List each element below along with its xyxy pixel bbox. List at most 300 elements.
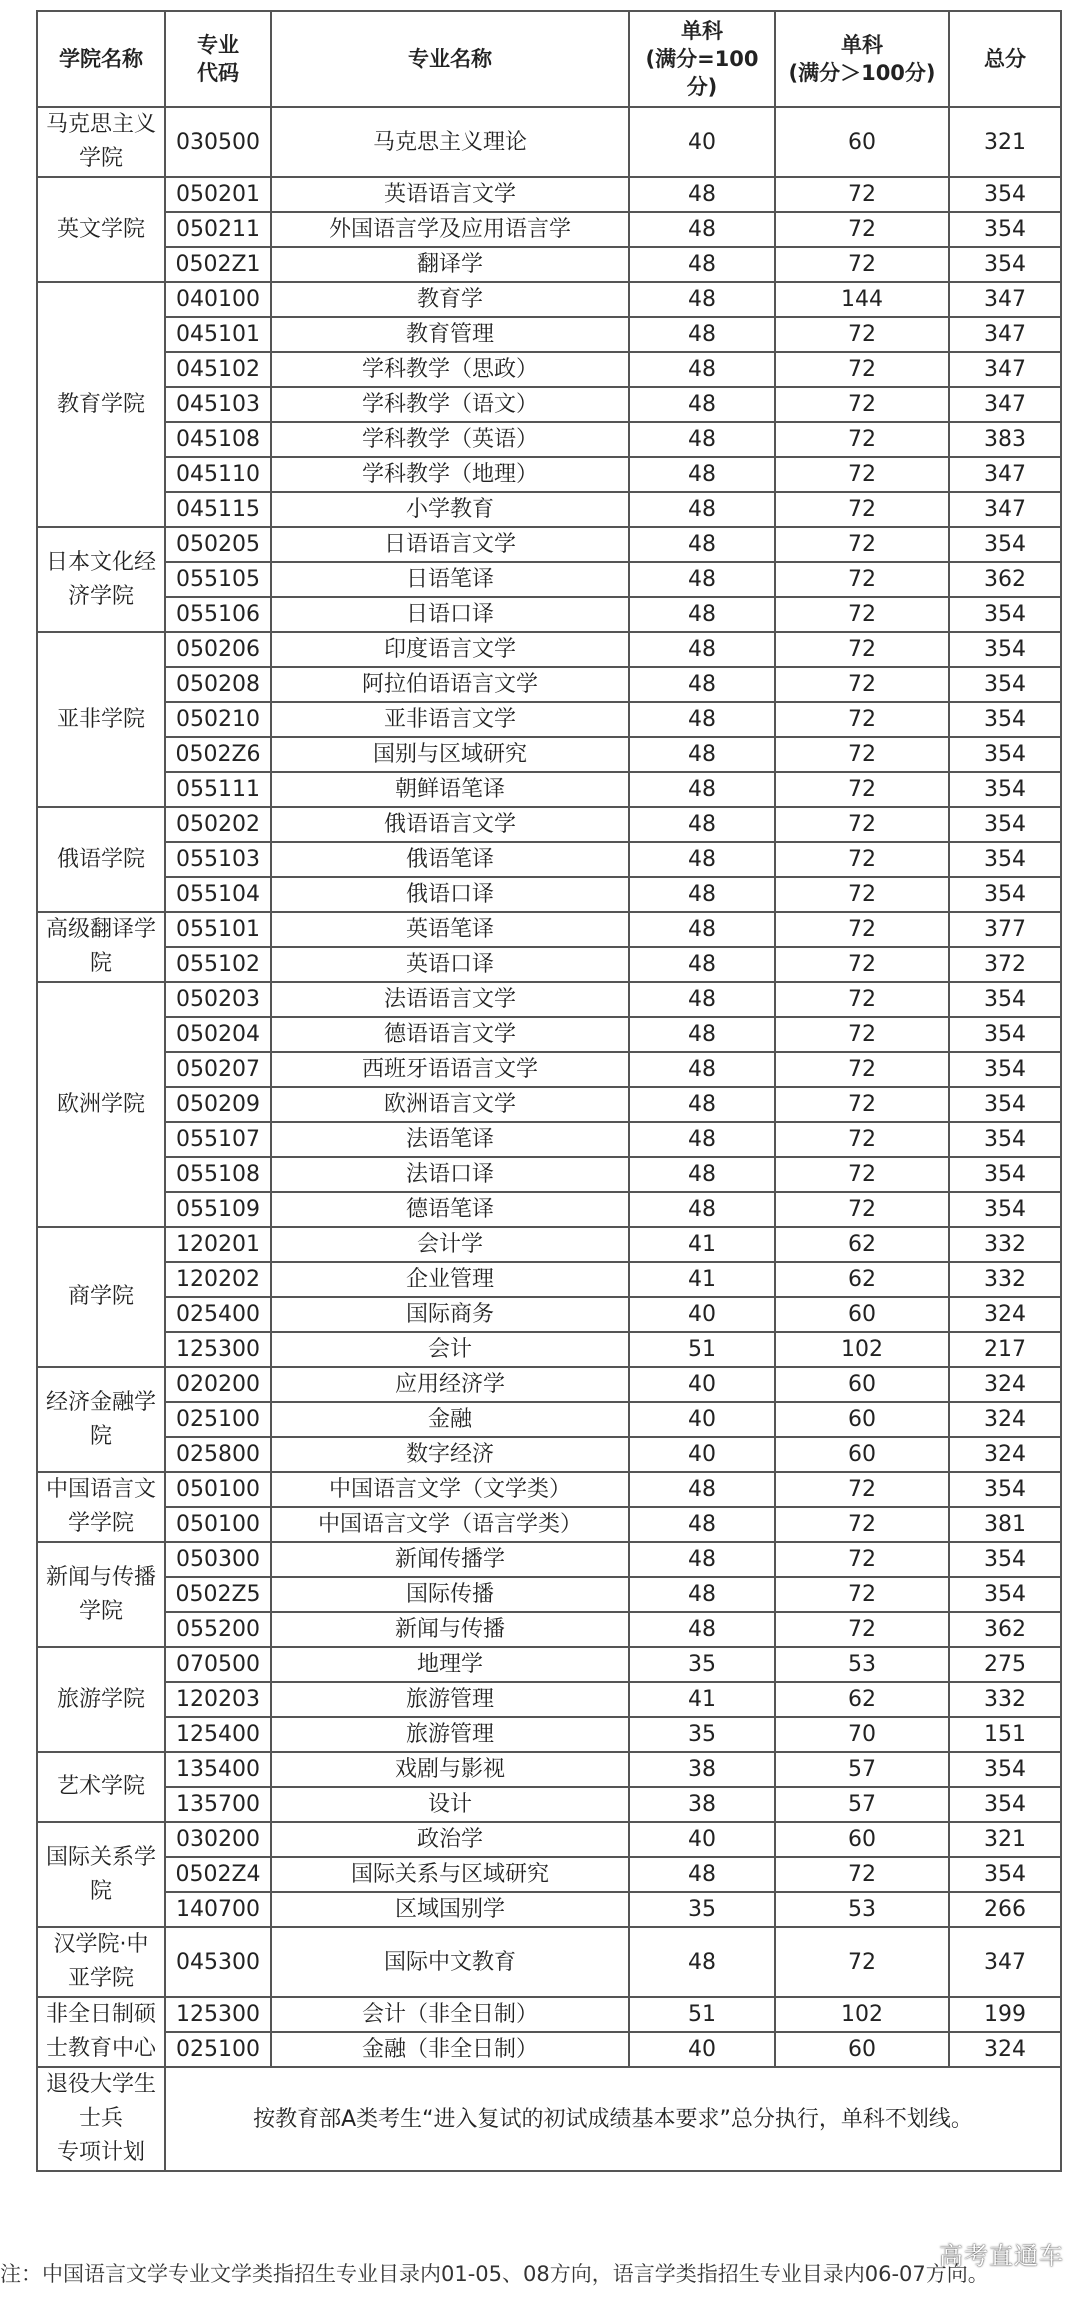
table-row — [37, 1647, 1061, 1682]
header-college: 学院名称 — [37, 11, 165, 107]
major-code-cell: 0502Z1 — [165, 247, 271, 282]
major-name-cell: 学科教学（思政） — [271, 352, 629, 387]
single-over-100-cell: 72 — [775, 912, 949, 947]
college-name-line: 英文学院 — [56, 216, 145, 242]
college-name-line: 日本文化经 — [45, 549, 156, 575]
single-100-cell: 38 — [629, 1752, 775, 1787]
table-row — [37, 1087, 1061, 1122]
single-over-100-cell: 72 — [775, 492, 949, 527]
table-row — [37, 947, 1061, 982]
table-row — [37, 807, 1061, 842]
major-code-cell: 125300 — [165, 1997, 271, 2032]
major-name-cell: 英语语言文学 — [271, 177, 629, 212]
single-100-cell: 48 — [629, 1052, 775, 1087]
major-name-cell: 西班牙语语言文学 — [271, 1052, 629, 1087]
major-name-cell: 教育管理 — [271, 317, 629, 352]
header-single-over-100-line1: 单科 — [841, 33, 883, 57]
special-plan-label — [37, 2067, 165, 2171]
single-over-100-cell: 72 — [775, 1087, 949, 1122]
single-100-cell: 48 — [629, 492, 775, 527]
total-score-cell: 332 — [949, 1262, 1061, 1297]
single-100-cell: 41 — [629, 1227, 775, 1262]
major-code-cell: 050207 — [165, 1052, 271, 1087]
single-over-100-cell: 57 — [775, 1752, 949, 1787]
total-score-cell: 347 — [949, 387, 1061, 422]
table-row — [37, 632, 1061, 667]
major-code-cell: 135400 — [165, 1752, 271, 1787]
major-code-cell: 025400 — [165, 1297, 271, 1332]
single-over-100-cell: 57 — [775, 1787, 949, 1822]
table-row — [37, 1682, 1061, 1717]
college-name-line: 中国语言文 — [45, 1477, 156, 1502]
single-over-100-cell: 72 — [775, 1122, 949, 1157]
major-code-cell: 025100 — [165, 2032, 271, 2067]
major-name-cell: 外国语言学及应用语言学 — [271, 212, 629, 247]
table-row — [37, 912, 1061, 947]
major-name-cell: 数字经济 — [271, 1437, 629, 1472]
single-100-cell: 48 — [629, 1927, 775, 1997]
header-major-name: 专业名称 — [271, 11, 629, 107]
table-body — [37, 107, 1061, 2067]
college-name-line: 院 — [89, 1878, 112, 1904]
single-over-100-cell: 53 — [775, 1892, 949, 1927]
college-name-cell — [37, 1752, 165, 1822]
major-code-cell: 050208 — [165, 667, 271, 702]
single-100-cell: 48 — [629, 1472, 775, 1507]
major-name-cell: 中国语言文学（语言学类） — [271, 1507, 629, 1542]
major-name-cell: 应用经济学 — [271, 1367, 629, 1402]
major-name-cell: 会计 — [271, 1332, 629, 1367]
single-100-cell: 40 — [629, 1367, 775, 1402]
single-100-cell: 51 — [629, 1332, 775, 1367]
single-over-100-cell: 62 — [775, 1227, 949, 1262]
header-single-100 — [629, 11, 775, 107]
major-code-cell: 045108 — [165, 422, 271, 457]
college-name-cell — [37, 1927, 165, 1997]
single-over-100-cell: 102 — [775, 1332, 949, 1367]
total-score-cell: 324 — [949, 1402, 1061, 1437]
single-over-100-cell: 72 — [775, 247, 949, 282]
single-100-cell: 48 — [629, 562, 775, 597]
total-score-cell: 354 — [949, 982, 1061, 1017]
total-score-cell: 324 — [949, 1437, 1061, 1472]
college-name-cell — [37, 107, 165, 177]
college-name-line: 学院 — [78, 146, 123, 171]
college-name-line: 汉学院·中 — [53, 1932, 149, 1957]
major-code-cell: 070500 — [165, 1647, 271, 1682]
major-code-cell: 120202 — [165, 1262, 271, 1297]
table-row — [37, 1612, 1061, 1647]
single-over-100-cell: 72 — [775, 737, 949, 772]
single-over-100-cell: 72 — [775, 597, 949, 632]
single-100-cell: 48 — [629, 1612, 775, 1647]
college-name-line: 学院 — [78, 1598, 123, 1624]
major-code-cell: 140700 — [165, 1892, 271, 1927]
single-100-cell: 48 — [629, 877, 775, 912]
major-name-cell: 小学教育 — [271, 492, 629, 527]
single-100-cell: 40 — [629, 1437, 775, 1472]
major-code-cell: 055104 — [165, 877, 271, 912]
table-row — [37, 1192, 1061, 1227]
college-name-line: 俄语学院 — [56, 846, 145, 872]
major-name-cell: 国际传播 — [271, 1577, 629, 1612]
total-score-cell: 347 — [949, 457, 1061, 492]
table-row — [37, 107, 1061, 177]
single-100-cell: 48 — [629, 317, 775, 352]
single-over-100-cell: 72 — [775, 317, 949, 352]
total-score-cell: 354 — [949, 1157, 1061, 1192]
single-100-cell: 48 — [629, 1017, 775, 1052]
college-name-cell — [37, 282, 165, 527]
single-100-cell: 48 — [629, 737, 775, 772]
single-over-100-cell: 72 — [775, 1857, 949, 1892]
college-name-line: 院 — [89, 1423, 112, 1449]
single-100-cell: 35 — [629, 1717, 775, 1752]
table-row — [37, 877, 1061, 912]
single-100-cell: 40 — [629, 107, 775, 177]
single-100-cell: 41 — [629, 1682, 775, 1717]
major-name-cell: 区域国别学 — [271, 1892, 629, 1927]
major-name-cell: 学科教学（英语） — [271, 422, 629, 457]
major-code-cell: 055200 — [165, 1612, 271, 1647]
single-over-100-cell: 102 — [775, 1997, 949, 2032]
single-over-100-cell: 72 — [775, 422, 949, 457]
major-name-cell: 俄语笔译 — [271, 842, 629, 877]
major-code-cell: 045110 — [165, 457, 271, 492]
college-name-cell — [37, 807, 165, 912]
total-score-cell: 347 — [949, 282, 1061, 317]
single-100-cell: 48 — [629, 1507, 775, 1542]
college-name-line: 经济金融学 — [45, 1389, 156, 1415]
major-name-cell: 戏剧与影视 — [271, 1752, 629, 1787]
total-score-cell: 199 — [949, 1997, 1061, 2032]
total-score-cell: 372 — [949, 947, 1061, 982]
total-score-cell: 324 — [949, 1297, 1061, 1332]
major-name-cell: 阿拉伯语语言文学 — [271, 667, 629, 702]
single-100-cell: 48 — [629, 352, 775, 387]
single-over-100-cell: 62 — [775, 1682, 949, 1717]
table-row — [37, 457, 1061, 492]
table-row — [37, 1297, 1061, 1332]
college-name-line: 学学院 — [67, 1511, 134, 1536]
table-row — [37, 1017, 1061, 1052]
total-score-cell: 354 — [949, 737, 1061, 772]
table-row — [37, 1857, 1061, 1892]
single-100-cell: 40 — [629, 1402, 775, 1437]
college-name-line: 马克思主义 — [45, 112, 156, 137]
major-name-cell: 学科教学（地理） — [271, 457, 629, 492]
table-row — [37, 597, 1061, 632]
major-name-cell: 新闻与传播 — [271, 1612, 629, 1647]
major-name-cell: 新闻传播学 — [271, 1542, 629, 1577]
total-score-cell: 354 — [949, 1577, 1061, 1612]
single-100-cell: 48 — [629, 247, 775, 282]
table-row — [37, 667, 1061, 702]
total-score-cell: 354 — [949, 1017, 1061, 1052]
major-name-cell: 日语语言文学 — [271, 527, 629, 562]
single-100-cell: 48 — [629, 1087, 775, 1122]
college-name-line: 教育学院 — [56, 391, 145, 417]
table-row — [37, 177, 1061, 212]
single-100-cell: 48 — [629, 947, 775, 982]
college-name-cell — [37, 912, 165, 982]
special-plan-label-line2: 专项计划 — [56, 2140, 145, 2165]
total-score-cell: 354 — [949, 1542, 1061, 1577]
major-name-cell: 国际商务 — [271, 1297, 629, 1332]
table-row — [37, 1507, 1061, 1542]
single-100-cell: 48 — [629, 807, 775, 842]
table-row — [37, 387, 1061, 422]
total-score-cell: 332 — [949, 1682, 1061, 1717]
major-code-cell: 050201 — [165, 177, 271, 212]
major-name-cell: 德语笔译 — [271, 1192, 629, 1227]
single-over-100-cell: 72 — [775, 562, 949, 597]
single-100-cell: 48 — [629, 597, 775, 632]
total-score-cell: 354 — [949, 212, 1061, 247]
total-score-cell: 347 — [949, 317, 1061, 352]
college-name-line: 旅游学院 — [56, 1686, 145, 1712]
single-over-100-cell: 60 — [775, 1297, 949, 1332]
major-name-cell: 法语笔译 — [271, 1122, 629, 1157]
major-code-cell: 055109 — [165, 1192, 271, 1227]
table-row — [37, 1997, 1061, 2032]
major-code-cell: 135700 — [165, 1787, 271, 1822]
table-row — [37, 2032, 1061, 2067]
major-name-cell: 日语口译 — [271, 597, 629, 632]
major-name-cell: 金融 — [271, 1402, 629, 1437]
major-code-cell: 055106 — [165, 597, 271, 632]
single-over-100-cell: 60 — [775, 2032, 949, 2067]
single-over-100-cell: 60 — [775, 107, 949, 177]
major-name-cell: 印度语言文学 — [271, 632, 629, 667]
single-100-cell: 48 — [629, 702, 775, 737]
table-row — [37, 352, 1061, 387]
major-name-cell: 俄语语言文学 — [271, 807, 629, 842]
header-total: 总分 — [949, 11, 1061, 107]
major-name-cell: 会计学 — [271, 1227, 629, 1262]
college-name-cell — [37, 1227, 165, 1367]
footnote: 注：中国语言文学专业文学类指招生专业目录内01-05、08方向，语言学类指招生专业目录内06-07方向。 — [0, 2262, 989, 2286]
major-name-cell: 金融（非全日制） — [271, 2032, 629, 2067]
table-row — [37, 1472, 1061, 1507]
total-score-cell: 151 — [949, 1717, 1061, 1752]
total-score-cell: 354 — [949, 1122, 1061, 1157]
table-row — [37, 1122, 1061, 1157]
single-over-100-cell: 72 — [775, 877, 949, 912]
header-code — [165, 11, 271, 107]
total-score-cell: 362 — [949, 562, 1061, 597]
major-code-cell: 050210 — [165, 702, 271, 737]
single-over-100-cell: 53 — [775, 1647, 949, 1682]
single-over-100-cell: 72 — [775, 632, 949, 667]
college-name-cell — [37, 1997, 165, 2067]
total-score-cell: 354 — [949, 177, 1061, 212]
table-row — [37, 702, 1061, 737]
total-score-cell: 354 — [949, 1087, 1061, 1122]
major-code-cell: 020200 — [165, 1367, 271, 1402]
major-name-cell: 会计（非全日制） — [271, 1997, 629, 2032]
total-score-cell: 354 — [949, 1192, 1061, 1227]
single-100-cell: 48 — [629, 527, 775, 562]
major-code-cell: 120201 — [165, 1227, 271, 1262]
single-100-cell: 48 — [629, 772, 775, 807]
college-name-line: 国际关系学 — [45, 1844, 156, 1870]
single-over-100-cell: 72 — [775, 1507, 949, 1542]
single-100-cell: 48 — [629, 1192, 775, 1227]
major-name-cell: 翻译学 — [271, 247, 629, 282]
major-name-cell: 法语语言文学 — [271, 982, 629, 1017]
special-plan-text: 按教育部A类考生“进入复试的初试成绩基本要求”总分执行，单科不划线。 — [165, 2067, 1061, 2171]
table-row — [37, 1927, 1061, 1997]
header-single-over-100-line2: (满分＞100分) — [788, 61, 936, 85]
header-single-100-line2: (满分=100 — [645, 47, 759, 71]
single-100-cell: 48 — [629, 282, 775, 317]
major-name-cell: 教育学 — [271, 282, 629, 317]
major-code-cell: 050300 — [165, 1542, 271, 1577]
single-over-100-cell: 72 — [775, 982, 949, 1017]
major-code-cell: 050211 — [165, 212, 271, 247]
single-over-100-cell: 62 — [775, 1262, 949, 1297]
table-row — [37, 1262, 1061, 1297]
college-name-cell — [37, 177, 165, 282]
major-name-cell: 国际中文教育 — [271, 1927, 629, 1997]
single-over-100-cell: 60 — [775, 1822, 949, 1857]
major-code-cell: 025800 — [165, 1437, 271, 1472]
single-100-cell: 48 — [629, 1157, 775, 1192]
single-over-100-cell: 72 — [775, 1017, 949, 1052]
college-name-line: 新闻与传播 — [45, 1564, 156, 1590]
major-name-cell: 英语口译 — [271, 947, 629, 982]
major-code-cell: 055111 — [165, 772, 271, 807]
college-name-cell — [37, 632, 165, 807]
single-over-100-cell: 72 — [775, 667, 949, 702]
single-over-100-cell: 60 — [775, 1437, 949, 1472]
single-100-cell: 48 — [629, 1857, 775, 1892]
college-name-line: 院 — [89, 951, 112, 976]
major-name-cell: 学科教学（语文） — [271, 387, 629, 422]
special-plan-row — [37, 2067, 1061, 2171]
college-name-line: 亚学院 — [67, 1966, 134, 1991]
major-code-cell: 030200 — [165, 1822, 271, 1857]
table-row — [37, 1717, 1061, 1752]
single-over-100-cell: 60 — [775, 1402, 949, 1437]
total-score-cell: 377 — [949, 912, 1061, 947]
table-row — [37, 212, 1061, 247]
college-name-line: 亚非学院 — [56, 706, 145, 732]
major-name-cell: 企业管理 — [271, 1262, 629, 1297]
single-over-100-cell: 72 — [775, 457, 949, 492]
total-score-cell: 381 — [949, 1507, 1061, 1542]
single-over-100-cell: 72 — [775, 1157, 949, 1192]
single-100-cell: 48 — [629, 667, 775, 702]
college-name-cell — [37, 1822, 165, 1927]
college-name-cell — [37, 1367, 165, 1472]
total-score-cell: 347 — [949, 492, 1061, 527]
major-name-cell: 法语口译 — [271, 1157, 629, 1192]
table-row — [37, 1577, 1061, 1612]
total-score-cell: 321 — [949, 1822, 1061, 1857]
college-name-cell — [37, 1542, 165, 1647]
single-over-100-cell: 72 — [775, 1612, 949, 1647]
single-100-cell: 40 — [629, 2032, 775, 2067]
major-code-cell: 050100 — [165, 1507, 271, 1542]
major-code-cell: 025100 — [165, 1402, 271, 1437]
single-over-100-cell: 72 — [775, 527, 949, 562]
college-name-cell — [37, 527, 165, 632]
total-score-cell: 362 — [949, 1612, 1061, 1647]
single-100-cell: 48 — [629, 212, 775, 247]
major-name-cell: 马克思主义理论 — [271, 107, 629, 177]
major-name-cell: 朝鲜语笔译 — [271, 772, 629, 807]
major-name-cell: 中国语言文学（文学类） — [271, 1472, 629, 1507]
single-100-cell: 51 — [629, 1997, 775, 2032]
single-over-100-cell: 60 — [775, 1367, 949, 1402]
single-100-cell: 48 — [629, 1577, 775, 1612]
single-100-cell: 48 — [629, 912, 775, 947]
college-name-cell — [37, 1472, 165, 1542]
college-name-line: 欧洲学院 — [56, 1091, 145, 1117]
single-100-cell: 48 — [629, 1542, 775, 1577]
major-code-cell: 050203 — [165, 982, 271, 1017]
total-score-cell: 354 — [949, 1857, 1061, 1892]
special-plan-label-line1: 退役大学生士兵 — [45, 2072, 156, 2131]
table-row — [37, 842, 1061, 877]
major-code-cell: 045115 — [165, 492, 271, 527]
total-score-cell: 354 — [949, 877, 1061, 912]
total-score-cell: 354 — [949, 1052, 1061, 1087]
total-score-cell: 324 — [949, 1367, 1061, 1402]
major-code-cell: 0502Z4 — [165, 1857, 271, 1892]
major-code-cell: 055108 — [165, 1157, 271, 1192]
major-code-cell: 030500 — [165, 107, 271, 177]
total-score-cell: 354 — [949, 1752, 1061, 1787]
major-code-cell: 045101 — [165, 317, 271, 352]
single-over-100-cell: 72 — [775, 772, 949, 807]
score-line-table — [36, 10, 1062, 2172]
college-name-cell — [37, 1647, 165, 1752]
table-row — [37, 1752, 1061, 1787]
major-code-cell: 050206 — [165, 632, 271, 667]
total-score-cell: 217 — [949, 1332, 1061, 1367]
table-row — [37, 1892, 1061, 1927]
major-name-cell: 旅游管理 — [271, 1717, 629, 1752]
table-row — [37, 317, 1061, 352]
college-name-line: 非全日制硕 — [45, 2002, 156, 2027]
total-score-cell: 383 — [949, 422, 1061, 457]
table-row — [37, 1227, 1061, 1262]
table-row — [37, 772, 1061, 807]
total-score-cell: 354 — [949, 702, 1061, 737]
total-score-cell: 354 — [949, 1472, 1061, 1507]
major-code-cell: 050209 — [165, 1087, 271, 1122]
single-over-100-cell: 72 — [775, 1052, 949, 1087]
table-row — [37, 247, 1061, 282]
total-score-cell: 354 — [949, 667, 1061, 702]
major-code-cell: 045103 — [165, 387, 271, 422]
single-100-cell: 40 — [629, 1297, 775, 1332]
major-code-cell: 050100 — [165, 1472, 271, 1507]
major-code-cell: 050205 — [165, 527, 271, 562]
total-score-cell: 347 — [949, 1927, 1061, 1997]
single-over-100-cell: 72 — [775, 1192, 949, 1227]
total-score-cell: 354 — [949, 632, 1061, 667]
total-score-cell: 354 — [949, 247, 1061, 282]
major-name-cell: 欧洲语言文学 — [271, 1087, 629, 1122]
major-code-cell: 055107 — [165, 1122, 271, 1157]
header-code-line1: 专业 — [197, 33, 239, 57]
major-code-cell: 055102 — [165, 947, 271, 982]
header-code-line2: 代码 — [197, 61, 239, 85]
